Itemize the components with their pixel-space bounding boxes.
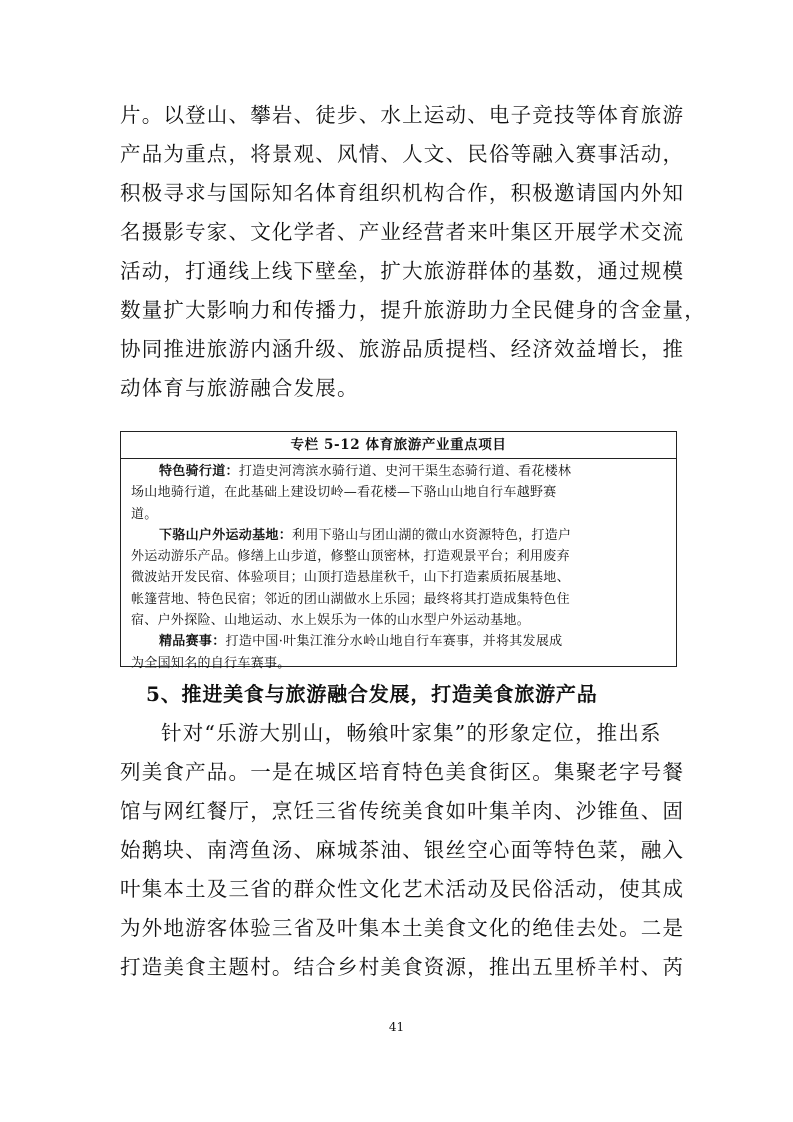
box-line: 外运动游乐产品。修缮上山步道，修整山顶密林，打造观景平台；利用废弃 — [131, 549, 570, 565]
item-label-outdoor-base: 下骆山户外运动基地： — [159, 527, 293, 543]
box-line: 场山地骑行道，在此基础上建设切岭—看花楼—下骆山山地自行车越野赛 — [131, 485, 557, 501]
item-label-cycling: 特色骑行道： — [159, 464, 239, 479]
item-label-events: 精品赛事： — [159, 634, 226, 650]
item-text: 利用下骆山与团山湖的微山水资源特色，打造户 — [292, 527, 572, 543]
box-line — [131, 631, 670, 652]
text-line: 始鹅块、南湾鱼汤、麻城茶油、银丝空心面等特色菜，融入 — [120, 838, 685, 862]
text-line: 打造美食主题村。结合乡村美食资源，推出五里桥羊村、芮 — [120, 955, 685, 979]
text-line: 动体育与旅游融合发展。 — [120, 376, 359, 400]
text-line: 名摄影专家、文化学者、产业经营者来叶集区开展学术交流 — [120, 220, 685, 244]
paragraph-food-tourism — [120, 714, 685, 987]
box-line: 为全国知名的自行车赛事。 — [131, 655, 291, 671]
item-text: 打造史河湾滨水骑行道、史河干渠生态骑行道、看花楼林 — [238, 464, 572, 479]
text-line: 活动，打通线上线下壁垒，扩大旅游群体的基数，通过规模 — [120, 259, 685, 283]
text-line: 数量扩大影响力和传播力，提升旅游助力全民健身的含金量， — [120, 298, 706, 322]
box-title: 专栏 5-12 体育旅游产业重点项目 — [121, 432, 676, 459]
paragraph-sports-tourism — [120, 96, 706, 408]
text-line: 产品为重点，将景观、风情、人文、民俗等融入赛事活动， — [120, 142, 685, 166]
box-line — [131, 461, 670, 482]
text-line: 协同推进旅游内涵升级、旅游品质提档、经济效益增长，推 — [120, 337, 685, 361]
text-line: 为外地游客体验三省及叶集本土美食文化的绝佳去处。二是 — [120, 916, 685, 940]
text-line: 积极寻求与国际知名体育组织机构合作，积极邀请国内外知 — [120, 181, 685, 205]
text-line: 馆与网红餐厅，烹饪三省传统美食如叶集羊肉、沙锥鱼、固 — [120, 799, 685, 823]
page-number: 41 — [388, 1020, 405, 1034]
sidebar-box-key-projects — [120, 431, 677, 671]
box-line: 道。 — [131, 506, 158, 522]
box-line: 帐篷营地、特色民宿；邻近的团山湖做水上乐园；最终将其打造成集特色住 — [131, 591, 570, 607]
text-line: 片。以登山、攀岩、徒步、水上运动、电子竞技等体育旅游 — [120, 103, 685, 127]
text-line: 叶集本土及三省的群众性文化艺术活动及民俗活动，使其成 — [120, 877, 685, 901]
text-line: 列美食产品。一是在城区培育特色美食街区。集聚老字号餐 — [120, 760, 685, 784]
box-body — [121, 459, 676, 674]
text-line: 针对“乐游大别山，畅飨叶家集”的形象定位，推出系 — [161, 721, 662, 745]
section-heading: 5、推进美食与旅游融合发展，打造美食旅游产品 — [146, 682, 598, 706]
box-line: 微波站开发民宿、体验项目；山顶打造悬崖秋千，山下打造素质拓展基地、 — [131, 570, 570, 586]
box-line — [131, 525, 670, 546]
item-text: 打造中国·叶集江淮分水岭山地自行车赛事，并将其发展成 — [225, 634, 563, 650]
box-line: 宿、户外探险、山地运动、水上娱乐为一体的山水型户外运动基地。 — [131, 613, 531, 629]
